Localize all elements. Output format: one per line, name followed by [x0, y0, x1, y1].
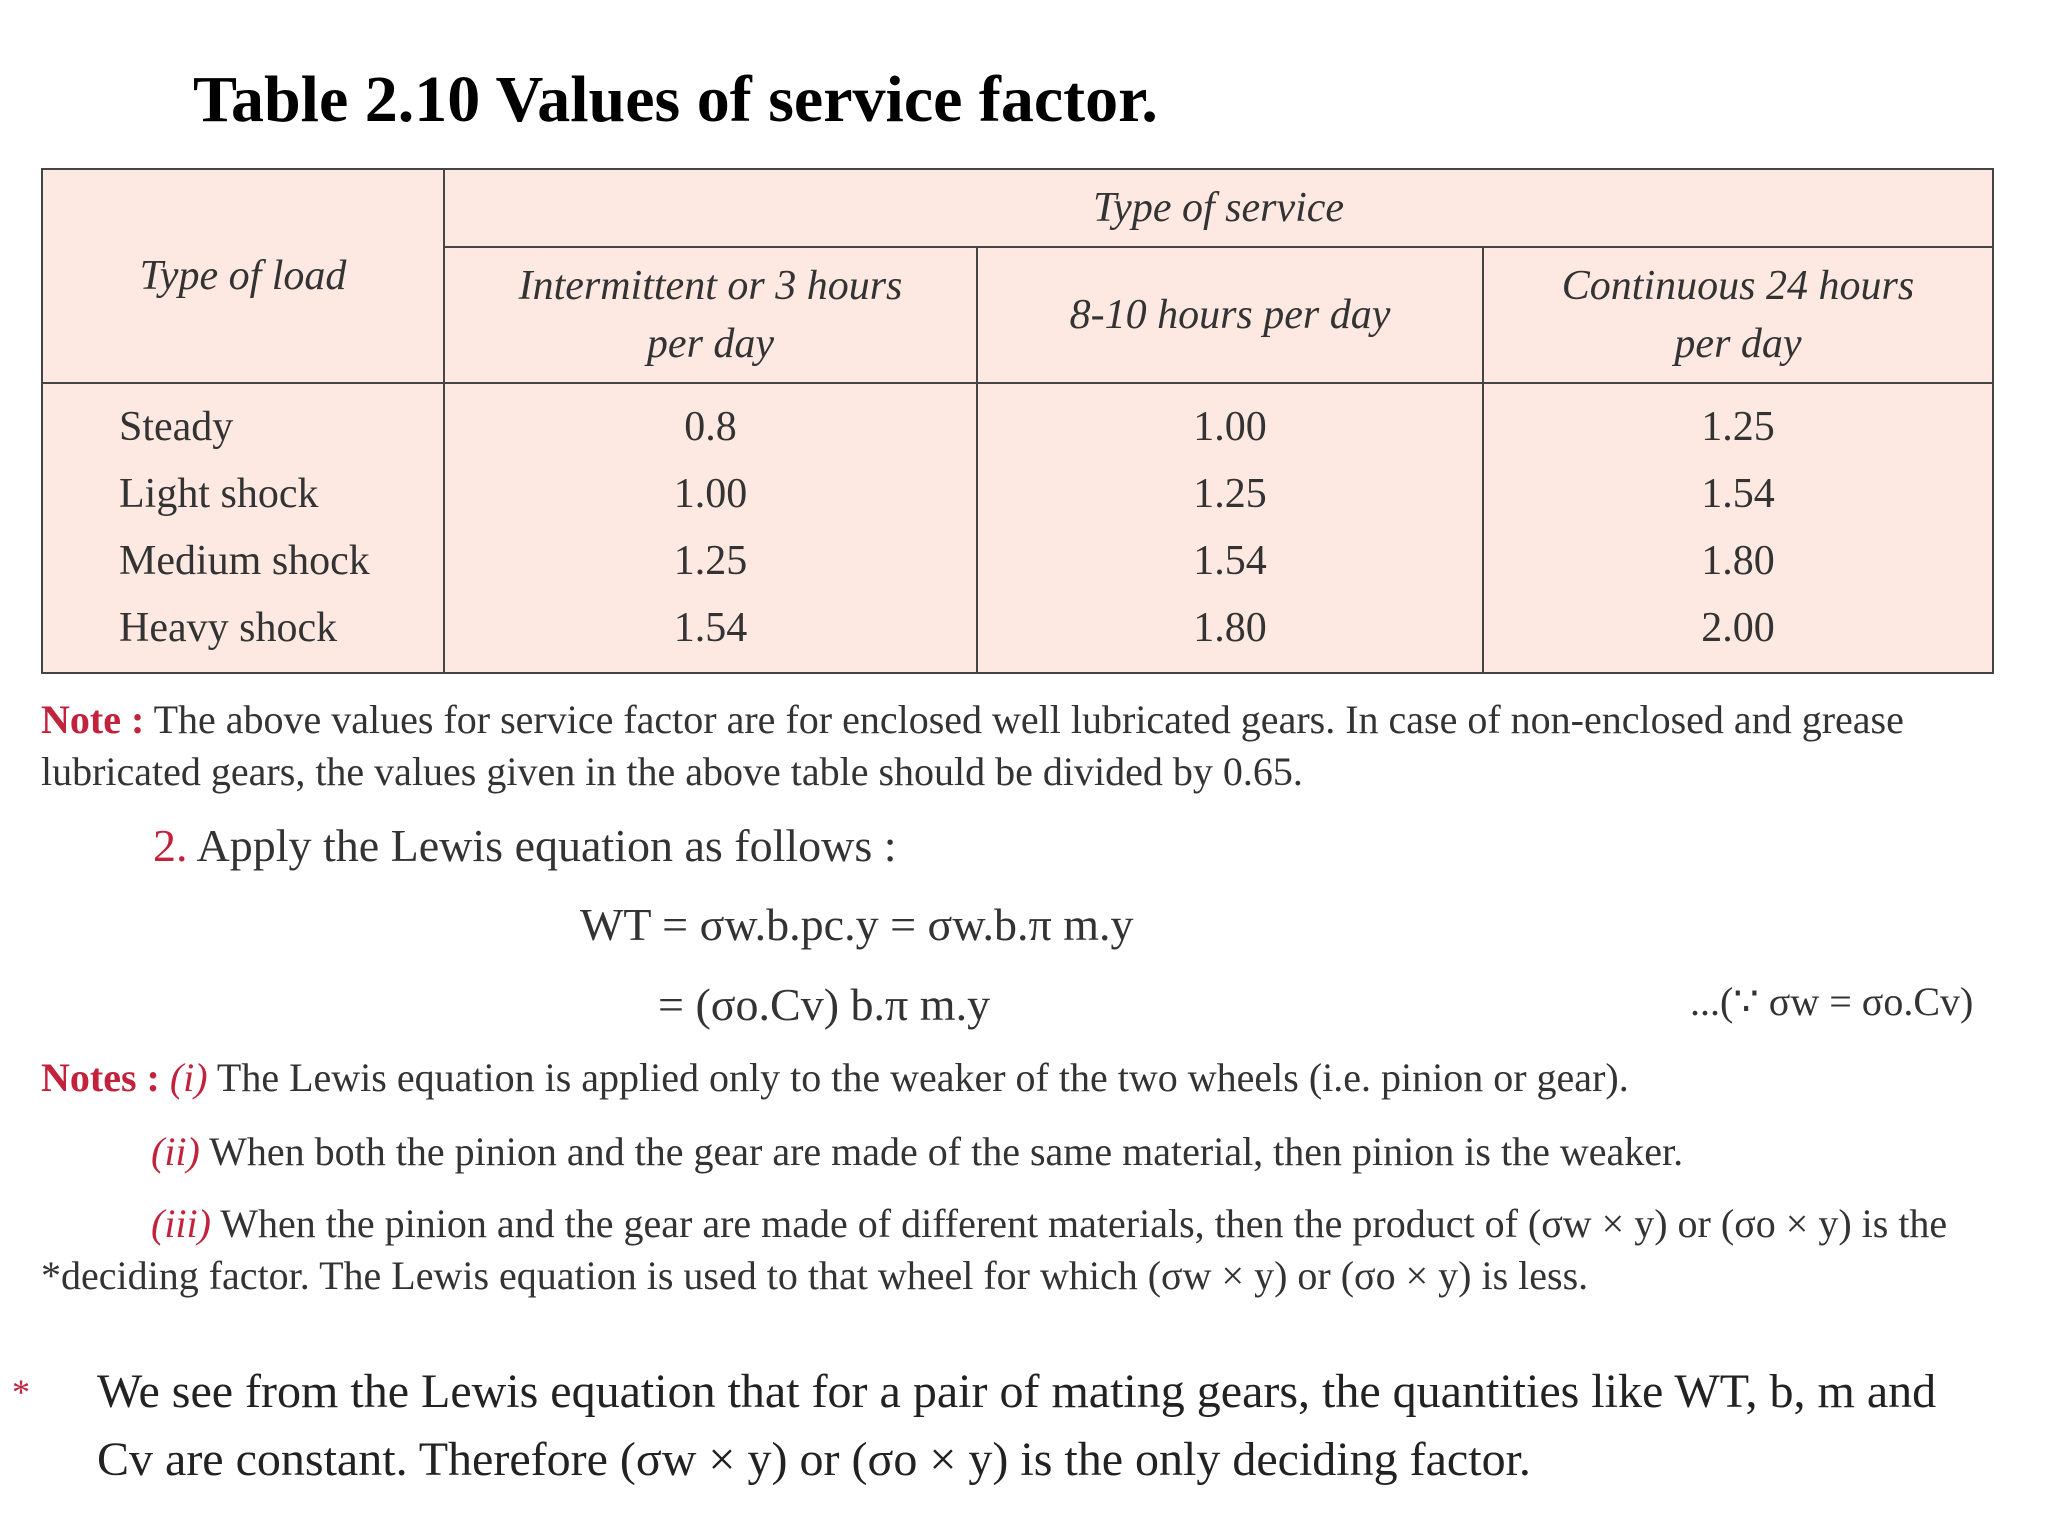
note-1-text: The Lewis equation is applied only to the weaker of the two wheels (i.e. pinion or gear).: [216, 1055, 1629, 1100]
value-cell: 1.25: [673, 538, 748, 584]
step-text: Apply the Lewis equation as follows :: [196, 820, 897, 871]
notes-3: [41, 1198, 1994, 1302]
value-cell: 1.80: [1193, 605, 1267, 651]
header-line: 8-10 hours per day: [1069, 292, 1391, 338]
value-cell: 1.80: [1701, 538, 1775, 584]
value-cell: 1.00: [673, 471, 748, 517]
value-cell: 1.54: [1701, 471, 1775, 517]
service-factor-table: [41, 168, 1994, 674]
note-text: The above values for service factor are for enclosed well lubricated gears. In case of non-enclosed and grease lubricated gears, the values given in the above table should be divided by 0.65.: [41, 697, 1904, 794]
notes-2: [41, 1126, 1994, 1178]
value-cell: 0.8: [684, 404, 737, 450]
notes-1: [41, 1052, 1994, 1104]
note-3-text: When the pinion and the gear are made of different materials, then the product of (σw × y) or (σo × y) is the *deciding factor. The Lewis equation is used to that wheel for which (σw × y) or (σo × y) is less.: [41, 1201, 1948, 1298]
note-label: Note :: [41, 697, 145, 742]
value-cell: 1.25: [1193, 471, 1267, 517]
footnote-text: We see from the Lewis equation that for a pair of mating gears, the quantities like WT, b, m and Cv are constant. Therefore (σw × y) or (σo × y) is the only deciding factor.: [97, 1365, 1937, 1486]
header-line: per day: [646, 321, 775, 367]
equation-reference: ...(∵ σw = σo.Cv): [1690, 979, 1974, 1024]
values-8-10-hours: [977, 383, 1483, 673]
load-medium-shock: Medium shock: [119, 538, 370, 584]
note-3-number: (iii): [151, 1201, 211, 1246]
value-cell: 1.25: [1701, 404, 1775, 450]
header-type-of-service: Type of service: [444, 169, 1993, 247]
load-heavy-shock: Heavy shock: [119, 605, 338, 651]
values-continuous: [1483, 383, 1993, 673]
header-8-10-hours: [977, 247, 1483, 383]
value-cell: 1.54: [673, 605, 748, 651]
header-continuous: [1483, 247, 1993, 383]
header-intermittent: [444, 247, 977, 383]
values-intermittent: [444, 383, 977, 673]
notes-label: Notes :: [41, 1055, 160, 1100]
header-type-of-load: Type of load: [42, 169, 444, 383]
note-1-number: (i): [169, 1055, 208, 1100]
load-types-cell: [42, 383, 444, 673]
note-paragraph: [41, 694, 1994, 798]
value-cell: 1.00: [1193, 404, 1267, 450]
load-steady: Steady: [119, 404, 234, 450]
note-2-number: (ii): [151, 1129, 200, 1174]
header-line: per day: [1674, 321, 1802, 367]
footnote-marker: *: [12, 1372, 30, 1412]
value-cell: 2.00: [1701, 605, 1775, 651]
step-number: 2.: [153, 820, 188, 871]
header-line: Intermittent or 3 hours: [518, 263, 903, 309]
header-line: Continuous 24 hours: [1561, 263, 1915, 309]
load-light-shock: Light shock: [119, 471, 319, 517]
note-2-text: When both the pinion and the gear are made of the same material, then pinion is the weaker.: [209, 1129, 1684, 1174]
equation-line-1: WT = σw.b.pc.y = σw.b.π m.y: [580, 899, 1134, 950]
table-title: Table 2.10 Values of service factor.: [193, 63, 1158, 136]
step-paragraph: [41, 820, 1994, 872]
equation-line-2: = (σo.Cv) b.π m.y: [658, 979, 991, 1030]
value-cell: 1.54: [1193, 538, 1267, 584]
